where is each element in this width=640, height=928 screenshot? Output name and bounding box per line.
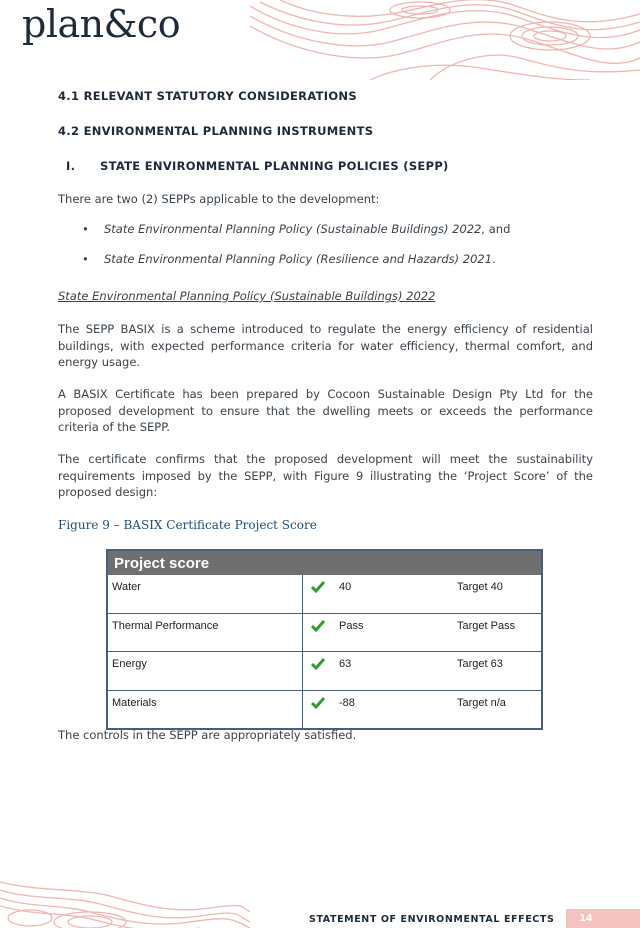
- footer-title: STATEMENT OF ENVIRONMENTAL EFFECTS: [309, 914, 555, 925]
- list-item: [82, 222, 510, 236]
- subsection-number: I.: [66, 159, 76, 173]
- paragraph: A BASIX Certificate has been prepared by Cocoon Sustainable Design Pty Ltd for the proposed development to ensure that the dwelling meets or exceeds the performance criteria of the SEPP.: [58, 387, 593, 434]
- score-value: 63: [335, 652, 453, 691]
- bullet-icon: •: [82, 252, 89, 266]
- table-row: [107, 575, 542, 613]
- project-score-table: [106, 549, 543, 730]
- list-item-suffix: .: [492, 252, 496, 266]
- score-category: Materials: [107, 690, 303, 729]
- paragraph: The SEPP BASIX is a scheme introduced to regulate the energy efficiency of residential buildings, with expected performance criteria for water efficiency, thermal comfort, and energy usage.: [58, 322, 593, 369]
- bullet-icon: •: [82, 222, 89, 236]
- topographic-pattern-bottom: [0, 878, 250, 928]
- list-item: [82, 252, 496, 266]
- table-row: [107, 690, 542, 729]
- page-number-box: [566, 909, 640, 928]
- section-heading-4-2: 4.2 ENVIRONMENTAL PLANNING INSTRUMENTS: [58, 124, 374, 138]
- section-heading-4-1: 4.1 RELEVANT STATUTORY CONSIDERATIONS: [58, 89, 357, 103]
- figure-caption: Figure 9 – BASIX Certificate Project Score: [58, 518, 317, 532]
- company-logo: plan&co: [22, 2, 181, 46]
- list-item-title: State Environmental Planning Policy (Resilience and Hazards) 2021: [104, 252, 493, 266]
- check-icon: [303, 575, 336, 613]
- score-target: Target Pass: [453, 613, 542, 652]
- score-category: Thermal Performance: [107, 613, 303, 652]
- check-icon: [303, 690, 336, 729]
- score-category: Water: [107, 575, 303, 613]
- score-target: Target 63: [453, 652, 542, 691]
- conclusion-paragraph: The controls in the SEPP are appropriately satisfied.: [58, 728, 357, 742]
- policy-subheading: State Environmental Planning Policy (Sustainable Buildings) 2022: [58, 289, 436, 303]
- list-item-title: State Environmental Planning Policy (Sustainable Buildings) 2022,: [104, 222, 486, 236]
- score-value: 40: [335, 575, 453, 613]
- table-title: Project score: [107, 550, 542, 575]
- page-number: 14: [579, 913, 593, 924]
- table-row: [107, 652, 542, 691]
- check-icon: [303, 652, 336, 691]
- topographic-pattern-top: [250, 0, 640, 80]
- score-value: Pass: [335, 613, 453, 652]
- score-target: Target n/a: [453, 690, 542, 729]
- subsection-title: STATE ENVIRONMENTAL PLANNING POLICIES (SEPP): [100, 159, 449, 173]
- score-category: Energy: [107, 652, 303, 691]
- score-target: Target 40: [453, 575, 542, 613]
- table-row: [107, 613, 542, 652]
- check-icon: [303, 613, 336, 652]
- subsection-heading-sepp: [66, 159, 449, 173]
- intro-paragraph: There are two (2) SEPPs applicable to the development:: [58, 192, 380, 206]
- score-value: -88: [335, 690, 453, 729]
- paragraph: The certificate confirms that the proposed development will meet the sustainability requirements imposed by the SEPP, with Figure 9 illustrating the ‘Project Score’ of the proposed design:: [58, 452, 593, 499]
- list-item-suffix: and: [485, 222, 511, 236]
